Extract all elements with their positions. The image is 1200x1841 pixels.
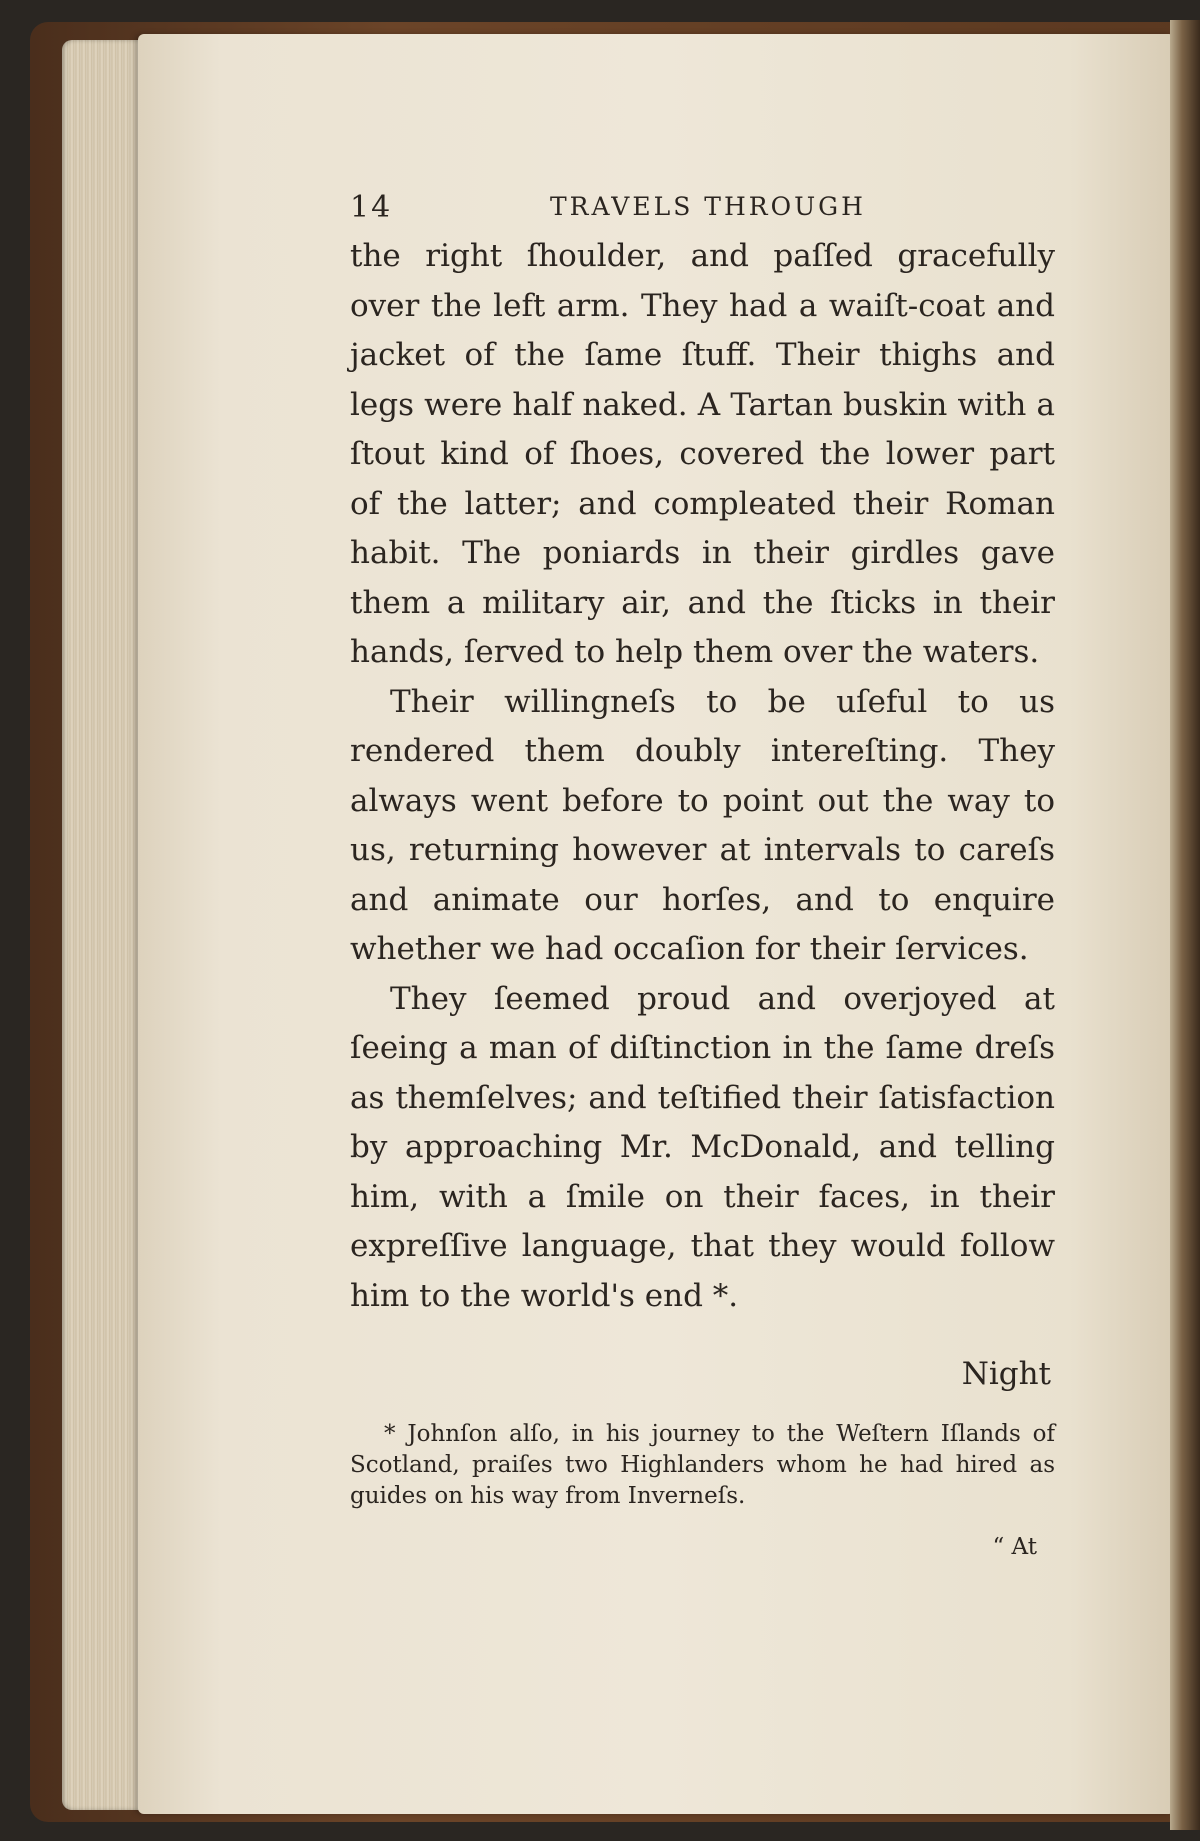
body-text bbox=[350, 232, 1055, 1321]
footnote bbox=[350, 1419, 1055, 1512]
page-number: 14 bbox=[350, 190, 393, 225]
paragraph-2: Their willingneſs to be uſeful to us rendered them doubly intereſting. They always went before to point out the way to us, returning however at intervals to careſs and animate our horſes, and to enquire whether we had occaſion for their ſervices. bbox=[350, 683, 1055, 967]
footnote-text: * Johnſon alſo, in his journey to the Weſtern Iſlands of Scotland, praiſes two Highlanders whom he had hired as guides on his way from Inverneſs. bbox=[350, 1421, 1055, 1509]
catchword: Night bbox=[961, 1356, 1051, 1392]
text-block bbox=[350, 180, 1055, 1560]
paragraph-3: They ſeemed proud and overjoyed at ſeeing a man of diſtinction in the ſame dreſs as themſelves; and teſtified their ſatisfaction by approaching Mr. McDonald, and telling him, with a ſmile on their faces, in their expreſſive language, that they would follow him to the world's end *. bbox=[350, 980, 1055, 1314]
page-gutter bbox=[1170, 20, 1200, 1830]
paragraph-1: the right ſhoulder, and paſſed gracefully over the left arm. They had a waiſt-coat and jacket of the ſame ſtuff. Their thighs and legs were half naked. A Tartan buskin with a ſtout kind of ſhoes, covered the lower part of the latter; and compleated their Roman habit. The poniards in their girdles gave them a military air, and the ſticks in their hands, ſerved to help them over the waters. bbox=[350, 238, 1055, 670]
footnote-catchword: “ At bbox=[992, 1534, 1037, 1560]
page-header bbox=[350, 180, 1055, 226]
running-title: TRAVELS THROUGH bbox=[550, 192, 866, 221]
